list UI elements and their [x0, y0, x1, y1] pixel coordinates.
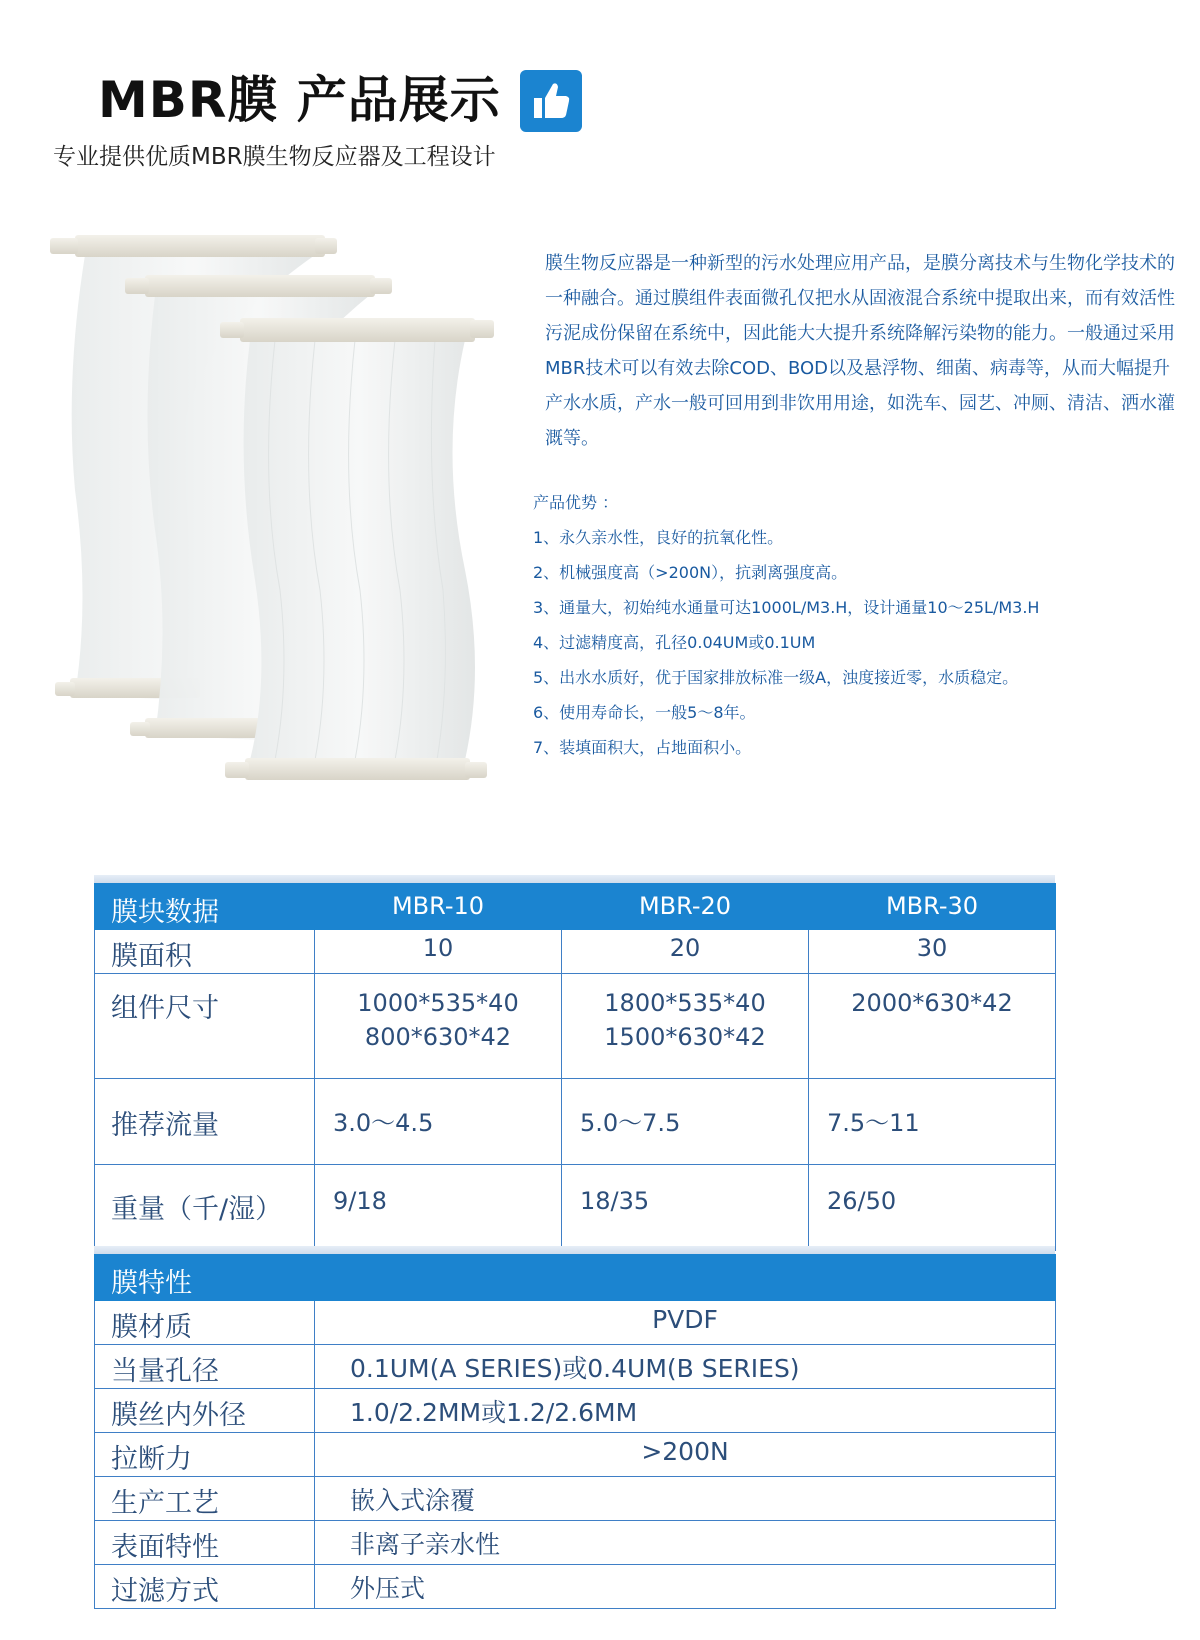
list-item: 5、出水水质好，优于国家排放标准一级A，浊度接近零，水质稳定。	[533, 668, 1019, 687]
list-item: 3、通量大，初始纯水通量可达1000L/M3.H，设计通量10～25L/M3.H	[533, 598, 1040, 617]
table-row	[95, 1345, 1056, 1389]
table-cell: 10	[315, 930, 562, 974]
table-row	[95, 1433, 1056, 1477]
list-item: 1、永久亲水性，良好的抗氧化性。	[533, 528, 784, 547]
table-row	[95, 1389, 1056, 1433]
row-label: 当量孔径	[95, 1345, 315, 1389]
table-cell: 外压式	[315, 1565, 1056, 1609]
table-header-cell: 膜特性	[95, 1255, 1056, 1301]
module-data-table	[94, 883, 1056, 1251]
cell-line: 800*630*42	[364, 1023, 512, 1051]
table-cell: 30	[809, 930, 1056, 974]
list-item: 4、过滤精度高，孔径0.04UM或0.1UM	[533, 633, 816, 652]
page-subtitle: 专业提供优质MBR膜生物反应器及工程设计	[53, 144, 496, 170]
table-cell: PVDF	[315, 1301, 1056, 1345]
cell-line: 1000*535*40	[357, 989, 519, 1017]
membrane-properties-table	[94, 1254, 1056, 1609]
table-top-shadow	[94, 875, 1055, 883]
cell-line: 1800*535*40	[604, 989, 766, 1017]
table-cell: >200N	[315, 1433, 1056, 1477]
list-item: 2、机械强度高（>200N），抗剥离强度高。	[533, 563, 848, 582]
advantages-list	[533, 520, 1183, 765]
table-header-cell: MBR-30	[809, 884, 1056, 930]
table-header-cell: MBR-20	[562, 884, 809, 930]
table-cell: 非离子亲水性	[315, 1521, 1056, 1565]
table-header-cell: MBR-10	[315, 884, 562, 930]
table-row	[95, 1079, 1056, 1165]
table-cell	[315, 974, 562, 1079]
table-top-shadow	[94, 1246, 1055, 1254]
table-row	[95, 1165, 1056, 1251]
table-header-row	[95, 1255, 1056, 1301]
row-label: 表面特性	[95, 1521, 315, 1565]
table-cell: 5.0～7.5	[562, 1079, 809, 1165]
table-cell: 9/18	[315, 1165, 562, 1251]
row-label: 过滤方式	[95, 1565, 315, 1609]
advantages-section	[533, 485, 1183, 765]
thumbs-up-icon	[520, 70, 582, 132]
row-label: 推荐流量	[95, 1079, 315, 1165]
table-row	[95, 930, 1056, 974]
table-cell: 嵌入式涂覆	[315, 1477, 1056, 1521]
row-label: 膜丝内外径	[95, 1389, 315, 1433]
list-item: 6、使用寿命长，一般5～8年。	[533, 703, 756, 722]
table-row	[95, 1565, 1056, 1609]
row-label: 拉断力	[95, 1433, 315, 1477]
table-header-cell: 膜块数据	[95, 884, 315, 930]
advantages-title: 产品优势 ：	[533, 493, 619, 512]
table-row	[95, 1477, 1056, 1521]
table-cell: 0.1UM(A SERIES)或0.4UM(B SERIES)	[315, 1345, 1056, 1389]
row-label: 生产工艺	[95, 1477, 315, 1521]
cell-line: 2000*630*42	[851, 989, 1013, 1017]
page-title: MBR膜 产品展示	[98, 71, 501, 129]
mbr-membrane-modules-image	[45, 230, 535, 820]
row-label: 组件尺寸	[95, 974, 315, 1079]
list-item: 7、装填面积大，占地面积小。	[533, 738, 752, 757]
row-label: 膜面积	[95, 930, 315, 974]
table-cell: 7.5～11	[809, 1079, 1056, 1165]
description-text: 膜生物反应器是一种新型的污水处理应用产品，是膜分离技术与生物化学技术的一种融合。通过膜组件表面微孔仅把水从固液混合系统中提取出来，而有效活性污泥成份保留在系统中，因此能大大提升系统降解污染物的能力。一般通过采用MBR技术可以有效去除COD、BOD以及悬浮物、细菌、病毒等，从而大幅提升产水水质，产水一般可回用到非饮用用途，如洗车、园艺、冲厕、清洁、洒水灌溉等。	[545, 253, 1175, 449]
table-cell: 18/35	[562, 1165, 809, 1251]
row-label: 重量（千/湿）	[95, 1165, 315, 1251]
table-cell	[809, 974, 1056, 1079]
table-header-row	[95, 884, 1056, 930]
table-row	[95, 974, 1056, 1079]
table-cell	[562, 974, 809, 1079]
table-cell: 20	[562, 930, 809, 974]
table-cell: 1.0/2.2MM或1.2/2.6MM	[315, 1389, 1056, 1433]
cell-line: 1500*630*42	[604, 1023, 766, 1051]
table-cell: 3.0～4.5	[315, 1079, 562, 1165]
row-label: 膜材质	[95, 1301, 315, 1345]
table-row	[95, 1521, 1056, 1565]
table-row	[95, 1301, 1056, 1345]
product-description	[545, 246, 1185, 456]
table-cell: 26/50	[809, 1165, 1056, 1251]
